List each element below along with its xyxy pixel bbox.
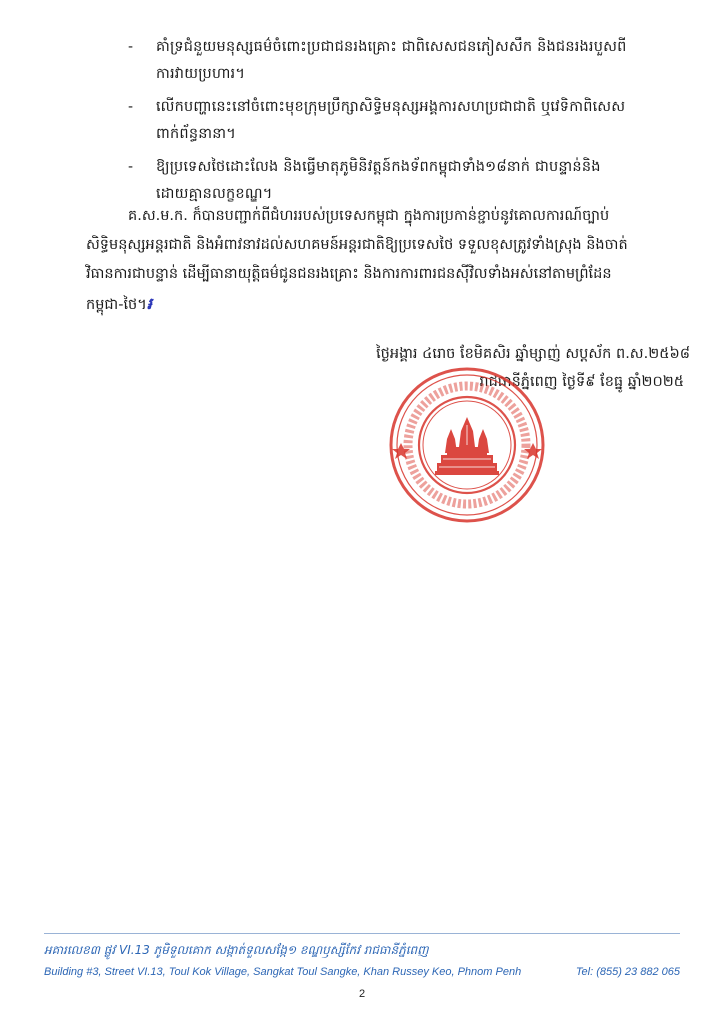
page-number: 2 — [358, 988, 366, 1000]
text-line: លើកបញ្ហានេះនៅចំពោះមុខក្រុមប្រឹក្សាសិទ្ធិមនុស្សអង្គការសហប្រជាជាតិ ឬវេទិកាពិសេស — [156, 99, 626, 115]
text-line: ដោយគ្មានលក្ខខណ្ឌ។ — [156, 186, 273, 202]
text-line: គាំទ្រជំនួយមនុស្សធម៌ចំពោះប្រជាជនរងគ្រោះ ជាពិសេសជនភៀសសឹក និងជនរងរបួសពី — [156, 39, 627, 55]
text-line: គ.ស.ម.ក. ក៏បានបញ្ជាក់ពីជំហររបស់ប្រទេសកម្ពុជា ក្នុងការប្រកាន់ខ្ជាប់នូវគោលការណ៍ច្បាប់ — [128, 208, 610, 224]
bullet-marker: - — [128, 39, 134, 55]
lunar-date: ថ្ងៃអង្គារ ៤រោច ខែមិគសិរ ឆ្នាំម្សាញ់ សប្តស័ក ព.ស.២៥៦៨ — [376, 346, 690, 362]
bullet-text — [156, 94, 625, 148]
list-item — [128, 94, 688, 148]
gregorian-date: រាជធានីភ្នំពេញ ថ្ងៃទី៩ ខែធ្នូ ឆ្នាំ២០២៥ — [479, 374, 684, 390]
bullet-text — [156, 154, 601, 208]
footer-divider — [44, 933, 680, 934]
text-line — [86, 289, 690, 320]
handwritten-mark: ៛ — [146, 294, 152, 313]
footer-address-english: Building #3, Street VI.13, Toul Kok Village, Sangkat Toul Sangke, Khan Russey Keo, Phnom Penh — [44, 966, 522, 978]
bullet-list — [128, 34, 688, 214]
bullet-marker: - — [128, 99, 134, 115]
bullet-text — [156, 34, 627, 88]
list-item — [128, 154, 688, 208]
text-line: ការវាយប្រហារ។ — [156, 66, 246, 82]
footer-telephone: Tel: (855) 23 882 065 — [575, 966, 680, 978]
body-paragraph — [86, 202, 690, 320]
seal-icon — [387, 365, 547, 525]
text-line-content: កម្ពុជា-ថៃ។ — [86, 297, 147, 313]
footer-address-khmer: អគារលេខ៣ ផ្លូវ VI.13 ភូមិទួលគោក សង្កាត់ទួលសង្កែ១ ខណ្ឌឫស្សីកែវ រាជធានីភ្នំពេញ — [44, 943, 429, 957]
text-line: ឱ្យប្រទេសថៃដោះលែង និងធ្វើមាតុភូមិនិវត្តន៍កងទ័ពកម្ពុជាទាំង១៨នាក់ ជាបន្ទាន់និង — [156, 159, 601, 175]
list-item — [128, 34, 688, 88]
official-seal — [387, 365, 547, 525]
bullet-marker: - — [128, 159, 134, 175]
text-line: វិធានការជាបន្ទាន់ ដើម្បីធានាយុត្តិធម៌ជូនជនរងគ្រោះ និងការការពារជនស៊ីវិលទាំងអស់នៅតាមព្រំដែន — [86, 266, 612, 282]
text-line: សិទ្ធិមនុស្សអន្តរជាតិ និងអំពាវនាវដល់សហគមន៍អន្តរជាតិឱ្យប្រទេសថៃ ទទួលខុសត្រូវទាំងស្រុង និងចាត់ — [86, 237, 628, 253]
text-line: ពាក់ព័ន្ធនានា។ — [156, 126, 236, 142]
